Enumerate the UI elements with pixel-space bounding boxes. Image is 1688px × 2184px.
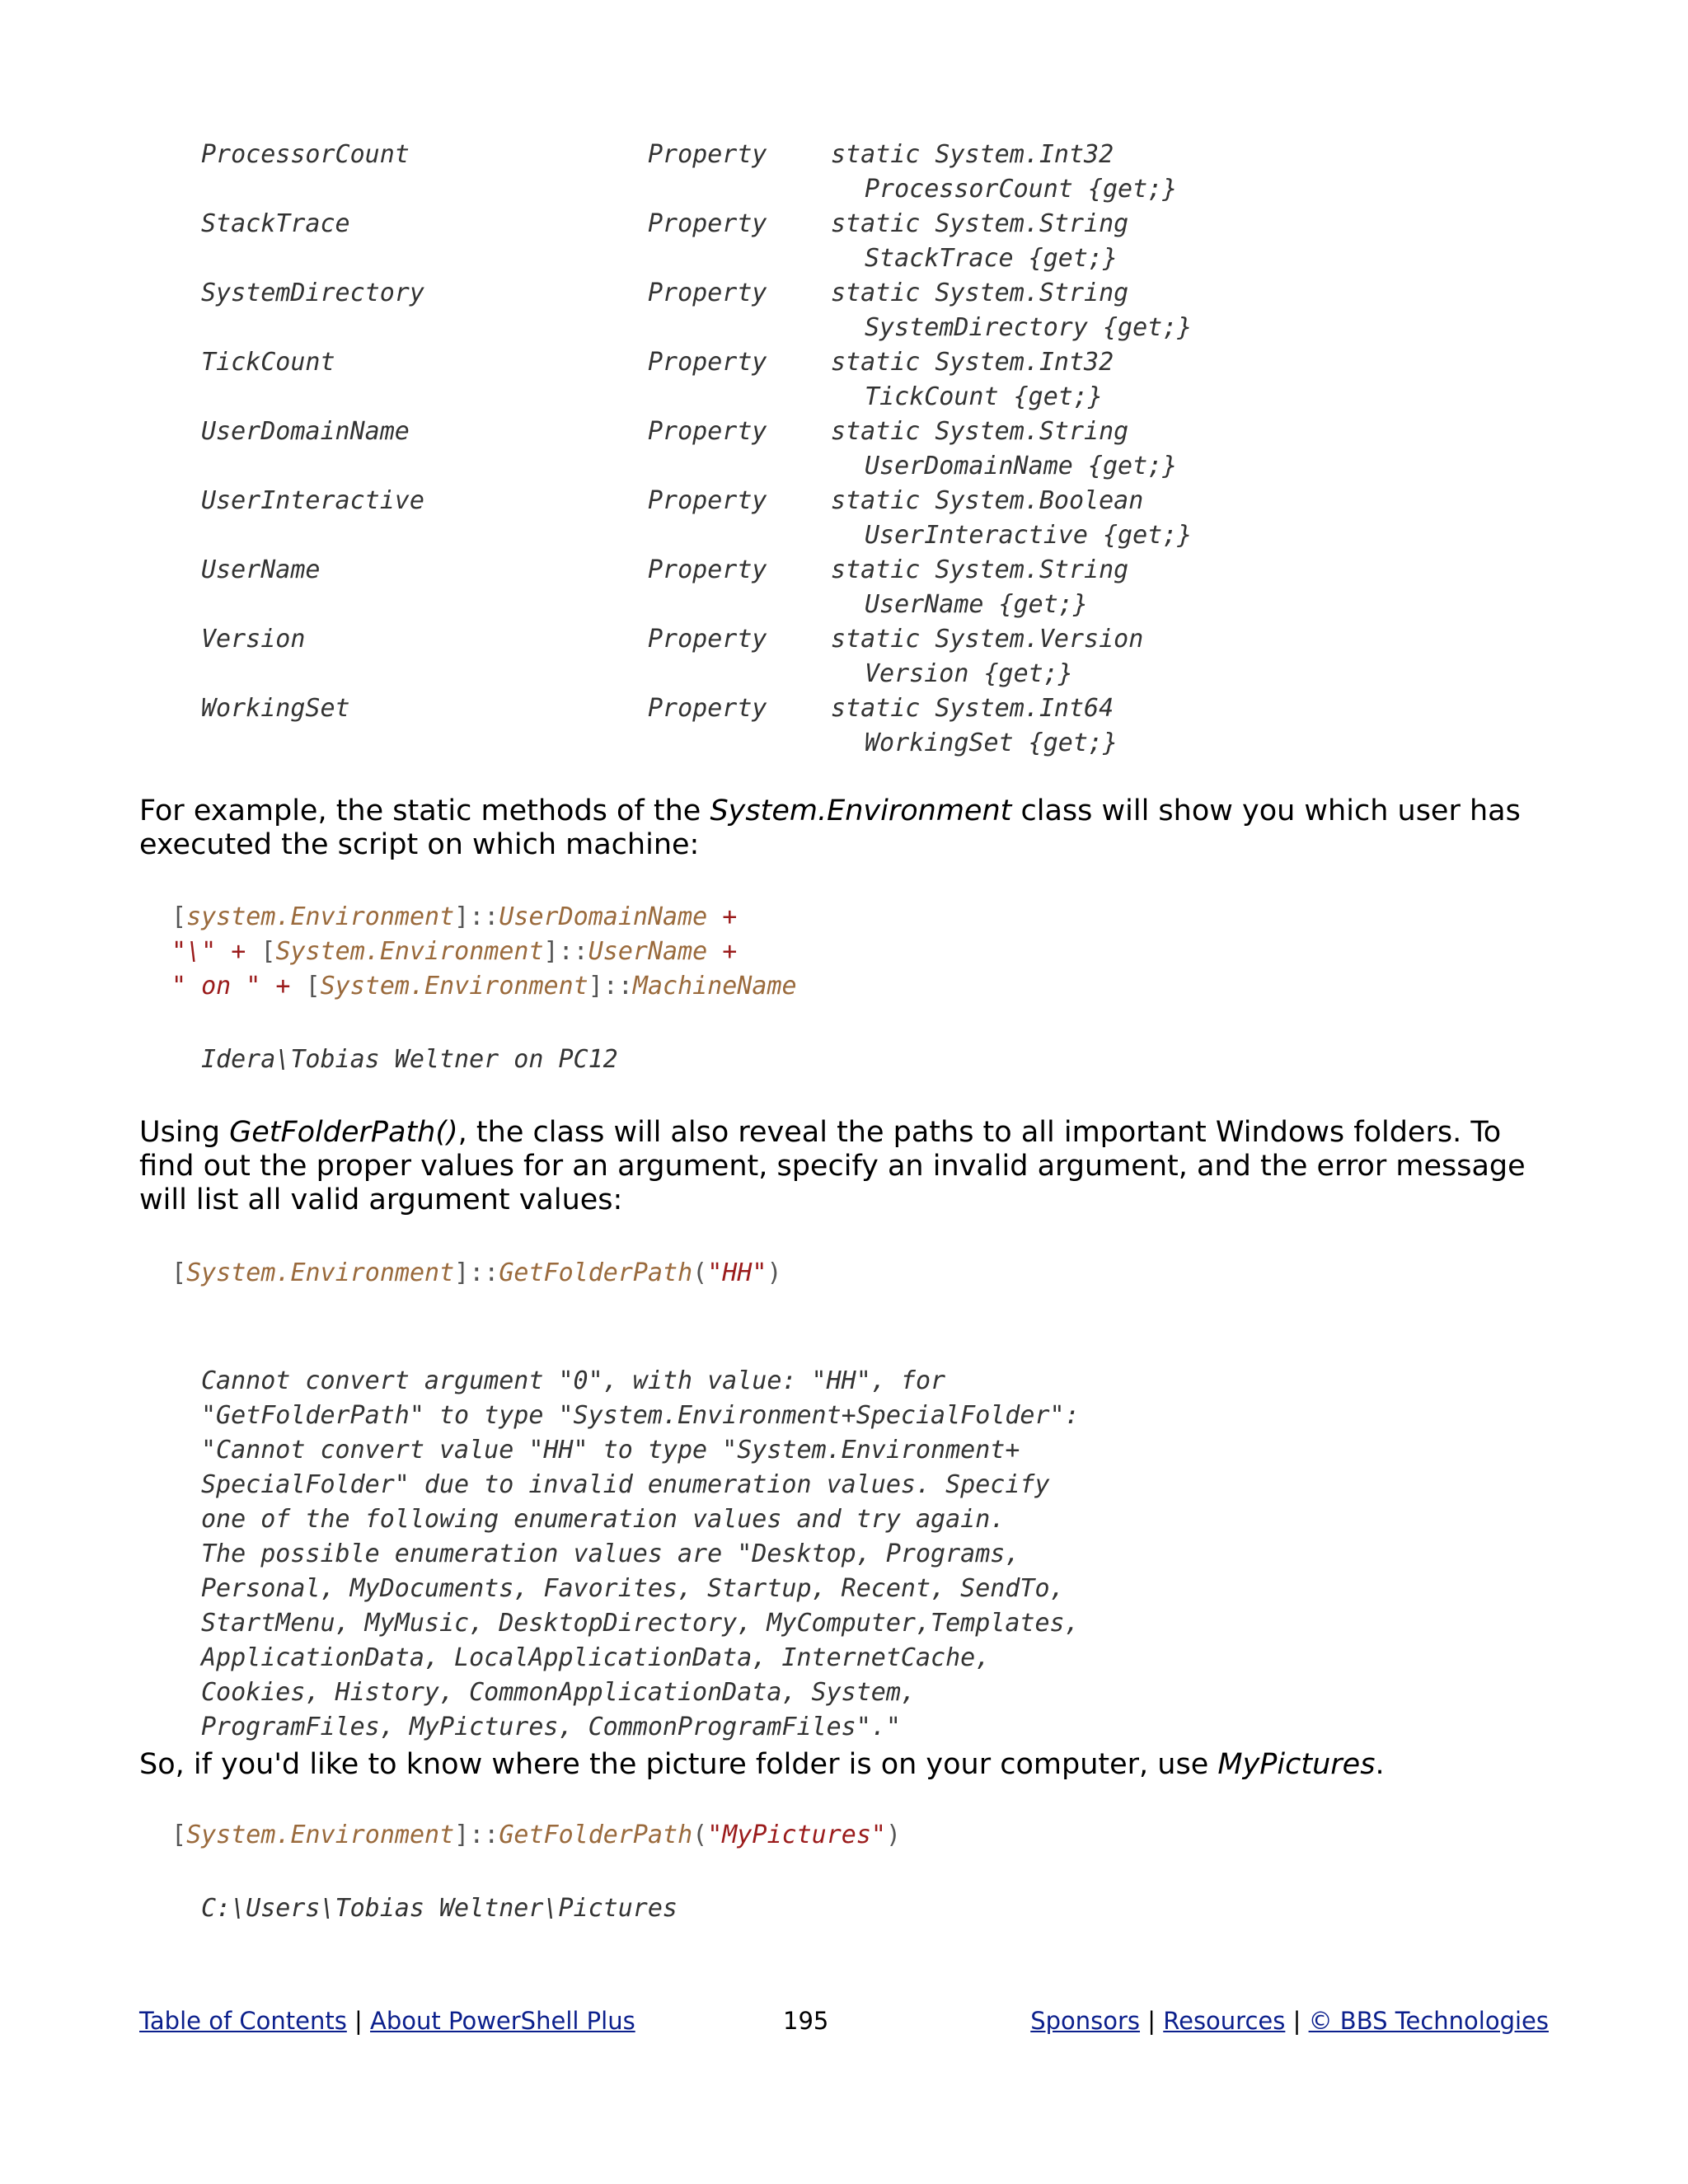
- body-paragraph: [139, 794, 1557, 862]
- property-name: StackTrace: [201, 209, 350, 238]
- definition-line: StackTrace {get;}: [865, 244, 1118, 273]
- output-line: Personal, MyDocuments, Favorites, Startup, Recent, SendTo,: [201, 1574, 1065, 1603]
- paragraph-text: So, if you'd like to know where the picture folder is on your computer, use: [139, 1748, 1218, 1781]
- definition-line: static System.Boolean: [831, 486, 1144, 515]
- code-string: " on ": [171, 972, 261, 1001]
- definition-line: static System.Int32: [831, 140, 1114, 169]
- code-bracket: ]: [454, 1821, 470, 1849]
- footer-left-links: [139, 2003, 635, 2039]
- code-class: System.Environment: [275, 937, 544, 966]
- code-class: System.Environment: [186, 1258, 455, 1287]
- inline-code-term: System.Environment: [710, 794, 1012, 827]
- code-class: System.Environment: [186, 1821, 455, 1849]
- code-string: "HH": [707, 1258, 767, 1287]
- footer-separator: |: [1147, 2007, 1156, 2035]
- about-powershell-plus-link[interactable]: About PowerShell Plus: [370, 2007, 635, 2035]
- definition-line: UserInteractive {get;}: [865, 521, 1193, 550]
- code-operator: +: [216, 937, 261, 966]
- inline-code-term: MyPictures: [1217, 1748, 1376, 1781]
- code-block: [171, 900, 797, 1004]
- paragraph-text: Using: [139, 1116, 230, 1149]
- output-line: ApplicationData, LocalApplicationData, InternetCache,: [201, 1643, 991, 1672]
- code-operator: +: [260, 972, 306, 1001]
- code-output: [201, 1329, 1080, 1779]
- paragraph-text: .: [1375, 1748, 1385, 1781]
- code-string: "MyPictures": [707, 1821, 886, 1849]
- output-line: ProgramFiles, MyPictures, CommonProgramFiles".": [201, 1713, 901, 1741]
- resources-link[interactable]: Resources: [1163, 2007, 1286, 2035]
- code-operator: ::: [469, 902, 499, 931]
- code-member: UserName: [588, 937, 708, 966]
- footer-separator: |: [354, 2007, 363, 2035]
- page-number: 195: [783, 2007, 829, 2035]
- code-bracket: [: [171, 1821, 187, 1849]
- definition-line: Version {get;}: [865, 659, 1073, 688]
- property-name: SystemDirectory: [201, 279, 424, 307]
- inline-code-term: GetFolderPath(): [229, 1116, 458, 1149]
- code-class: System.Environment: [320, 972, 588, 1001]
- footer-right-links: [1030, 2003, 1549, 2039]
- code-bracket: [: [171, 902, 187, 931]
- code-bracket: ]: [543, 937, 559, 966]
- code-operator: ::: [558, 937, 588, 966]
- body-paragraph: [139, 1748, 1557, 1782]
- code-member: UserDomainName: [499, 902, 708, 931]
- code-bracket: [: [305, 972, 321, 1001]
- page-footer: [139, 2003, 1549, 2039]
- property-name: TickCount: [201, 348, 335, 377]
- code-bracket: ]: [454, 902, 470, 931]
- code-operator: ::: [469, 1258, 499, 1287]
- code-line: [171, 969, 797, 1004]
- code-block: [171, 1256, 782, 1291]
- paragraph-text: class will show you which user has executed the script on which machine:: [139, 794, 1521, 861]
- code-operator: ::: [603, 972, 633, 1001]
- code-string: "\": [171, 937, 217, 966]
- definition-line: UserName {get;}: [865, 590, 1088, 619]
- definition-line: static System.Int64: [831, 694, 1114, 723]
- body-paragraph: [139, 1116, 1557, 1217]
- code-operator: +: [707, 937, 738, 966]
- code-block: [171, 1818, 901, 1853]
- definition-line: UserDomainName {get;}: [865, 452, 1178, 480]
- definition-line: static System.String: [831, 209, 1129, 238]
- code-bracket: [: [171, 1258, 187, 1287]
- member-type: Property: [648, 348, 767, 377]
- output-line: Cookies, History, CommonApplicationData, System,: [201, 1678, 916, 1707]
- property-name: UserName: [201, 555, 321, 584]
- definition-line: static System.Version: [831, 625, 1144, 654]
- property-name: ProcessorCount: [201, 140, 410, 169]
- definition-line: SystemDirectory {get;}: [865, 313, 1193, 342]
- code-bracket: ): [767, 1258, 782, 1287]
- code-member: MachineName: [632, 972, 797, 1001]
- output-line: StartMenu, MyMusic, DesktopDirectory, MyComputer,Templates,: [201, 1609, 1080, 1638]
- code-output: Idera\Tobias Weltner on PC12: [201, 1045, 618, 1074]
- output-line: SpecialFolder" due to invalid enumeration values. Specify: [201, 1470, 1050, 1499]
- member-type: Property: [648, 555, 767, 584]
- output-line: one of the following enumeration values and try again.: [201, 1505, 1006, 1534]
- code-operator: +: [707, 902, 738, 931]
- definition-line: TickCount {get;}: [865, 382, 1103, 411]
- definition-line: WorkingSet {get;}: [865, 729, 1118, 757]
- footer-separator: |: [1292, 2007, 1301, 2035]
- property-name: Version: [201, 625, 306, 654]
- code-bracket: ): [885, 1821, 902, 1849]
- paragraph-text: , the class will also reveal the paths to all important Windows folders. To find out the proper values for an argument, specify an invalid argument, and the error message will list all valid argument values:: [139, 1116, 1526, 1216]
- code-line: [171, 900, 797, 935]
- code-bracket: ]: [454, 1258, 470, 1287]
- code-operator: ::: [469, 1821, 499, 1849]
- code-class: system.Environment: [186, 902, 455, 931]
- member-type: Property: [648, 140, 767, 169]
- code-bracket: (: [692, 1258, 708, 1287]
- member-type: Property: [648, 279, 767, 307]
- definition-line: static System.String: [831, 555, 1129, 584]
- member-type: Property: [648, 625, 767, 654]
- code-bracket: (: [692, 1821, 708, 1849]
- output-line: "GetFolderPath" to type "System.Environment+SpecialFolder":: [201, 1401, 1080, 1430]
- output-line: Cannot convert argument "0", with value: "HH", for: [201, 1366, 946, 1395]
- code-line: [171, 935, 797, 969]
- member-type: Property: [648, 209, 767, 238]
- definition-line: static System.Int32: [831, 348, 1114, 377]
- property-name: WorkingSet: [201, 694, 350, 723]
- member-type: Property: [648, 417, 767, 446]
- code-output: C:\Users\Tobias Weltner\Pictures: [201, 1894, 678, 1923]
- code-bracket: [: [260, 937, 276, 966]
- code-bracket: ]: [588, 972, 603, 1001]
- property-name: UserInteractive: [201, 486, 424, 515]
- bbs-technologies-link[interactable]: © BBS Technologies: [1308, 2007, 1549, 2035]
- definition-line: ProcessorCount {get;}: [865, 175, 1178, 204]
- property-name: UserDomainName: [201, 417, 410, 446]
- definition-line: static System.String: [831, 417, 1129, 446]
- output-line: "Cannot convert value "HH" to type "System.Environment+: [201, 1436, 1020, 1465]
- paragraph-text: For example, the static methods of the: [139, 794, 710, 827]
- definition-line: static System.String: [831, 279, 1129, 307]
- code-member: GetFolderPath: [499, 1258, 693, 1287]
- code-member: GetFolderPath: [499, 1821, 693, 1849]
- sponsors-link[interactable]: Sponsors: [1030, 2007, 1141, 2035]
- member-type: Property: [648, 694, 767, 723]
- output-line: The possible enumeration values are "Desktop, Programs,: [201, 1540, 1020, 1568]
- table-of-contents-link[interactable]: Table of Contents: [139, 2007, 347, 2035]
- member-type: Property: [648, 486, 767, 515]
